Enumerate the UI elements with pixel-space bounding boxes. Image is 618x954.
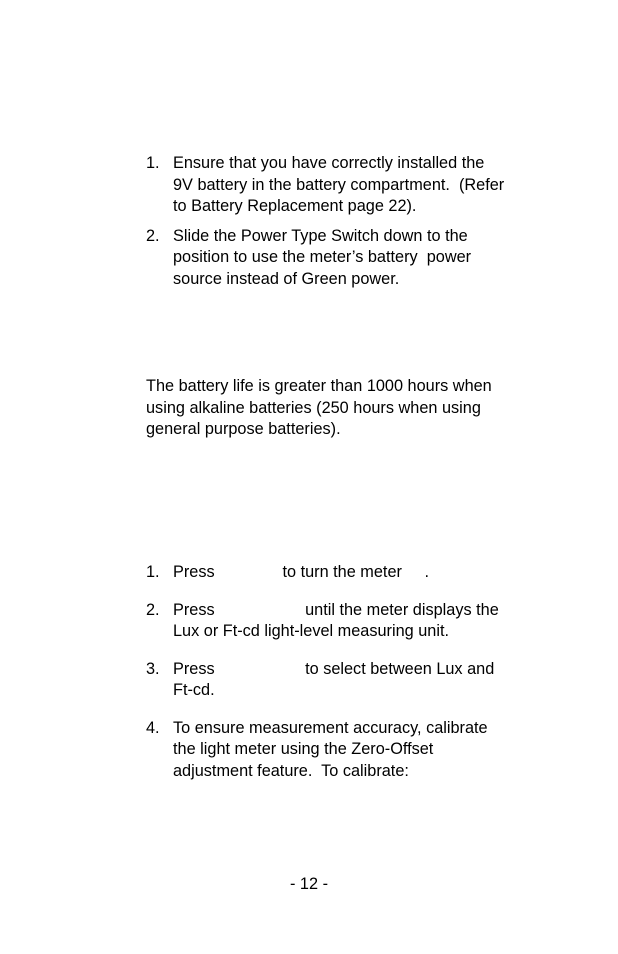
- list-item-text: Press to turn the meter .: [173, 563, 430, 581]
- list-item-text: To ensure measurement accuracy, calibrate the light meter using the Zero-Offset adjustment feature. To calibrate:: [173, 718, 493, 780]
- list-item-text: Slide the Power Type Switch down to the position to use the meter’s battery power source instead of Green power.: [173, 226, 491, 288]
- list-item: [146, 600, 506, 643]
- operation-steps-list: [146, 562, 506, 782]
- battery-life-paragraph: The battery life is greater than 1000 hours when using alkaline batteries (250 hours when using general purpose batteries).: [146, 377, 492, 438]
- list-item-number: 1.: [146, 563, 160, 581]
- page-number: - 12 -: [289, 875, 328, 893]
- list-item: [146, 659, 506, 702]
- list-item-text: Press until the meter displays the Lux or Ft-cd light-level measuring unit.: [173, 600, 504, 640]
- list-item-number: 2.: [146, 600, 160, 619]
- list-item: [146, 226, 506, 291]
- list-item-text: Press to select between Lux and Ft-cd.: [173, 659, 499, 699]
- battery-steps-list: [146, 153, 509, 290]
- list-item-number: 2.: [146, 226, 160, 245]
- list-item: [146, 153, 509, 218]
- list-item-number: 4.: [146, 718, 160, 737]
- list-item-number: 1.: [146, 154, 160, 172]
- list-item: [146, 562, 506, 584]
- list-item-text: Ensure that you have correctly installed the 9V battery in the battery compartment. (Refer to Battery Replacement page 22).: [173, 154, 509, 215]
- list-item: [146, 718, 506, 783]
- list-item-number: 3.: [146, 659, 160, 678]
